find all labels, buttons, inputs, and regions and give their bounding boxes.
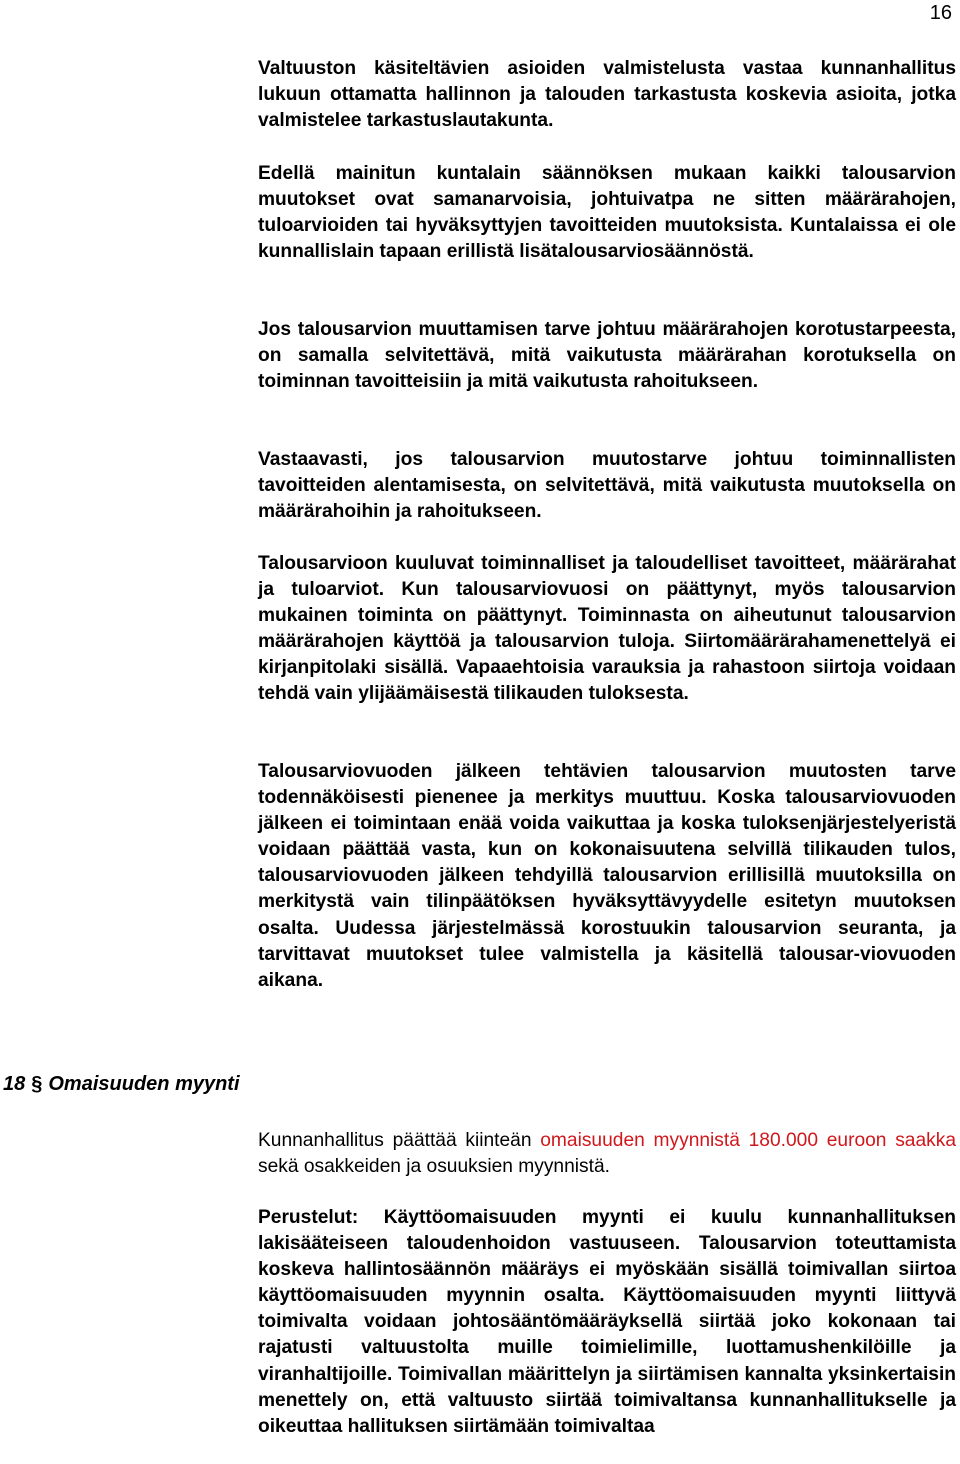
paragraph-2 [258, 161, 956, 265]
rationale-paragraph [258, 1205, 956, 1440]
paragraph-text: Valtuuston käsiteltävien asioiden valmistelusta vastaa kunnanhallitus lukuun ottamatta hallinnon ja talouden tarkastusta koskevia asioita, jotka valmistelee tarkastuslautakunta. [258, 58, 956, 132]
paragraph-text: Vastaavasti, jos talousarvion muutostarve johtuu toiminnallisten tavoitteiden alentamisesta, on selvitettävä, mitä vaikutusta muutoksella on määrärahoihin ja rahoitukseen. [258, 449, 956, 523]
decision-text-part1: Kunnanhallitus päättää kiinteän [258, 1130, 541, 1151]
paragraph-text: Talousarviovuoden jälkeen tehtävien talousarvion muutosten tarve todennäköisesti pienenee ja merkitys muuttuu. Koska talousarviovuoden jälkeen ei toimintaan enää voida vaikuttaa ja koska tuloksenjärjestelyeristä voidaan päättää vasta, kun on kokonaisuutena selvillä tilikauden tulos, talousarviovuoden jälkeen tehdyillä talousarvion erillisillä muutoksilla on merkitystä vain tilinpäätöksen hyväksyttävyydelle esitetyn muutoksen osalta. Uudessa järjestelmässä korostuukin talousarvion seuranta, ja tarvittavat muutokset tulee valmistella ja käsitellä talousar-viovuoden aikana. [258, 761, 956, 991]
section-number: 18 [3, 1073, 26, 1095]
paragraph-text: Talousarvioon kuuluvat toiminnalliset ja taloudelliset tavoitteet, määrärahat ja tuloarviot. Kun talousarviovuosi on päättynyt, myös talousarvion mukainen toiminta on päättynyt. Toiminnasta on aiheutunut talousarvion määrärahojen käyttöä ja talousarvion tuloja. Siirtomäärärahamenettelyä ei kirjanpitolaki sisällä. Vapaaehtoisia varauksia ja rahastoon siirtoja voidaan tehdä vain ylijäämäisestä tilikauden tuloksesta. [258, 553, 956, 705]
section-title: Omaisuuden myynti [48, 1073, 240, 1095]
paragraph-text: Edellä mainitun kuntalain säännöksen mukaan kaikki talousarvion muutokset ovat samanarvoisia, johtuivatpa ne sitten määrärahojen, tuloarvioiden tai hyväksyttyjen tavoitteiden muutoksista. Kuntalaissa ei ole kunnallislain tapaan erillistä lisätalousarviosäännöstä. [258, 163, 956, 263]
decision-highlight: omaisuuden myynnistä 180.000 euroon saakka [540, 1130, 956, 1151]
paragraph-1 [258, 56, 956, 134]
paragraph-3 [258, 317, 956, 395]
paragraph-5 [258, 551, 956, 708]
paragraph-4 [258, 447, 956, 525]
page-number: 16 [929, 2, 952, 24]
section-heading [3, 1071, 240, 1097]
rationale-text: Perustelut: Käyttöomaisuuden myynti ei kuulu kunnanhallituksen lakisääteiseen taloudenhoidon vastuuseen. Talousarvion toteuttamista koskeva hallintosäännön määräys ei myöskään sisällä toimivallan siirtoa käyttöomaisuuden myynnin osalta. Käyttöomaisuuden myynti liittyvä toimivalta voidaan johtosääntömääräyksellä siirtää joko kokonaan tai rajatusti valtuustolta muille toimielimille, luottamushenkilöille ja viranhaltijoille. Toimivallan määrittelyn ja siirtämisen kannalta yksinkertaisin menettely on, että valtuusto siirtää toimivaltansa kunnanhallitukselle ja oikeuttaa hallituksen siirtämään toimivaltaa [258, 1207, 956, 1437]
decision-text-part2: sekä osakkeiden ja osuuksien myynnistä. [258, 1156, 610, 1178]
section-sign: § [31, 1073, 43, 1095]
paragraph-6 [258, 759, 956, 994]
decision-text [258, 1128, 956, 1180]
decision-paragraph [258, 1128, 956, 1180]
paragraph-text: Jos talousarvion muuttamisen tarve johtuu määrärahojen korotustarpeesta, on samalla selvitettävä, mitä vaikutusta määrärahan korotuksella on toiminnan tavoitteisiin ja mitä vaikutusta rahoitukseen. [258, 319, 956, 393]
